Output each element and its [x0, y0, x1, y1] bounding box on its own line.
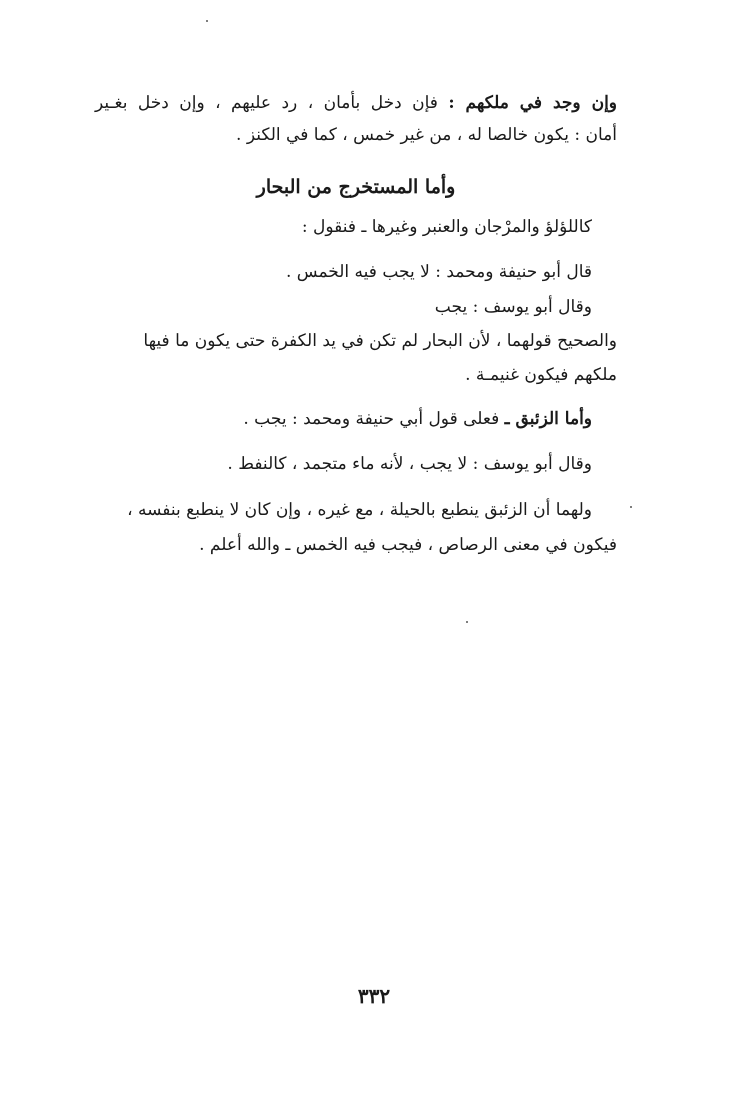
paragraph-1-bold-lead: وإن وجد في ملكهم : — [448, 93, 618, 113]
paragraph-3: قال أبو حنيفة ومحمد : لا يجب فيه الخمس . — [285, 262, 592, 282]
paragraph-1-text: فإن دخل بأمان ، رد عليهم ، وإن دخل بغـير — [95, 93, 449, 113]
paragraph-1-line-2: أمان : يكون خالصا له ، من غير خمس ، كما في الكنز . — [236, 125, 617, 145]
paragraph-5-line-1: والصحيح قولهما ، لأن البحار لم تكن في يد الكفرة حتى يكون ما فيها — [143, 331, 617, 351]
scan-speck — [466, 621, 468, 623]
paragraph-4: وقال أبو يوسف : يجب — [434, 297, 592, 317]
paragraph-6-bold-lead: وأما الزئبق ـ — [504, 409, 592, 429]
paragraph-2: كاللؤلؤ والمرْجان والعنبر وغيرها ـ فنقول : — [301, 217, 592, 237]
paragraph-8-line-1: ولهما أن الزئبق ينطبع بالحيلة ، مع غيره ، وإن كان لا ينطبع بنفسه ، — [127, 500, 592, 520]
section-heading: وأما المستخرج من البحار — [256, 176, 456, 198]
paragraph-7: وقال أبو يوسف : لا يجب ، لأنه ماء متجمد ، كالنفط . — [227, 454, 592, 474]
paragraph-8-line-2: فيكون في معنى الرصاص ، فيجب فيه الخمس ـ والله أعلم . — [199, 535, 617, 555]
paragraph-6 — [95, 404, 592, 434]
paragraph-6-text: فعلى قول أبي حنيفة ومحمد : يجب . — [243, 409, 505, 429]
scan-speck — [206, 20, 208, 22]
paragraph-5-line-2: ملكهم فيكون غنيمـة . — [465, 365, 617, 385]
page-number: ٣٣٢ — [357, 984, 391, 1008]
paragraph-1-line-1 — [95, 88, 617, 118]
scan-speck — [630, 506, 632, 508]
